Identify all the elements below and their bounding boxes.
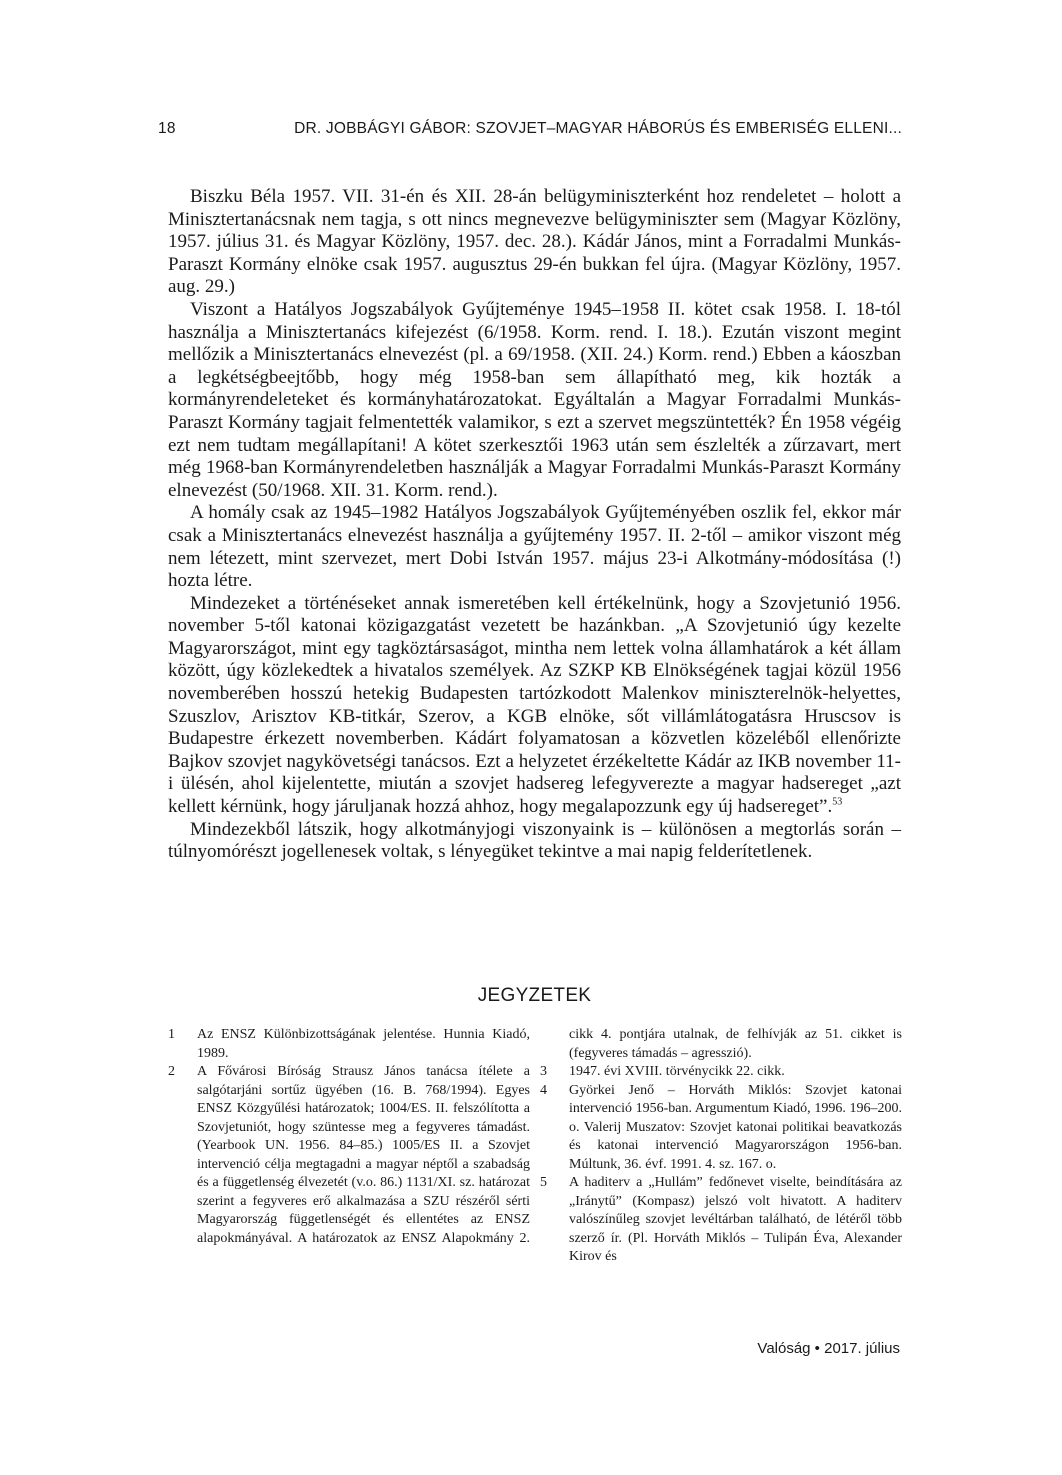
note-number: 3 [540,1064,547,1079]
note-item [540,1174,902,1267]
paragraph: A homály csak az 1945–1982 Hatályos Jogszabályok Gyűjteményében oszlik fel, ekkor már csak a Minisztertanács elnevezést használja a gyűjtemény 1957. II. 2-től – amikor viszont még nem létezett, mint szervezet, mert Dobi István 1957. május 23-i Alkotmány-módosítása (!) hozta létre. [168,502,901,592]
note-text: A haditerv a „Hullám” fedőnevet viselte, beindítására az „Iránytű” (Kompasz) jelszó volt hivatott. A haditerv valószínűleg szovjet levéltárban található, de létéről több szerző ír. (Pl. Horváth Miklós – Tulipán Éva, Alexander Kirov és [569,1175,902,1264]
paragraph [168,593,901,819]
note-item [540,1082,902,1175]
paragraph-text: Mindezeket a történéseket annak ismeretében kell értékelnünk, hogy a Szovjetunió 1956. november 5-től katonai közigazgatást vezetett be hazánkban. „A Szovjetunió úgy kezelte Magyarországot, mint egy tagköztársaságot, mintha nem lettek volna államhatárok a két állam között, úgy közlekedtek a hivatalos személyek. Az SZKP KB Elnökségének tagjai közül 1956 novemberében hosszú hetekig Budapesten tartózkodott Malenkov miniszterelnök-helyettes, Szuszlov, Arisztov KB-titkár, Szerov, a KGB elnöke, sőt villámlátogatásra Hruscsov is Budapestre érkezett novemberben. Kádárt folyamatosan a közvetlen közeléből ellenőrizte Bajkov szovjet nagykövetségi tanácsos. Ezt a helyzetet érzékeltette Kádár az IKB november 11-i ülésén, ahol kijelentette, miután a szovjet hadsereg lefegyverezte a magyar hadsereget „azt kellett kérnünk, hogy járuljanak hozzá ahhoz, hogy megalapozzunk egy új hadsereget”. [168,592,901,818]
notes-heading: JEGYZETEK [477,985,592,1006]
paragraph: Biszku Béla 1957. VII. 31-én és XII. 28-án belügyminiszterként hoz rendeletet – holott a Minisztertanácsnak nem tagja, s ott nincs megnevezve belügyminiszter sem (Magyar Közlöny, 1957. július 31. és Magyar Közlöny, 1957. dec. 28.). Kádár János, mint a Forradalmi Munkás-Paraszt Kormány elnöke csak 1957. augusztus 29-én bukkan fel újra. (Magyar Közlöny, 1957. aug. 29.) [168,186,901,298]
notes-list [168,1026,902,1267]
note-text: 1947. évi XVIII. törvénycikk 22. cikk. [569,1064,785,1079]
note-number: 4 [540,1082,547,1098]
note-text: Györkei Jenő – Horváth Miklós: Szovjet katonai intervenció 1956-ban. Argumentum Kiadó, 1996. 196–200. o. Valerij Muszatov: Szovjet katonai politikai beavatkozás és katonai intervenció Magyarországon 1956-ban. Múltunk, 36. évf. 1991. 4. sz. 167. o. [569,1082,902,1172]
footnote-reference[interactable]: 53 [832,796,843,808]
paragraph: Viszont a Hatályos Jogszabályok Gyűjteménye 1945–1958 II. kötet csak 1958. I. 18-tól használja a Minisztertanács kifejezést (6/1958. Korm. rend. I. 18.). Ezután viszont megint mellőzik a Minisztertanács elnevezést (pl. a 69/1958. (XII. 24.) Korm. rend.) Ebben a káoszban a legkétségbeejtőbb, hogy még 1958-ban sem állapítható meg, kik hozták a kormányrendeleteket és kormányhatározatokat. Egyáltalán a Magyar Forradalmi Munkás-Paraszt Kormány tagjait felmentették valamikor, s ezt a szervet megszüntették? Én 1958 végéig ezt nem tudtam megállapítani! A kötet szerkesztői 1963 után sem észlelték a zűrzavart, mert még 1968-ban Kormányrendeletben használják a Magyar Forradalmi Munkás-Paraszt Kormány elnevezést (50/1968. XII. 31. Korm. rend.). [168,298,901,501]
note-item [540,1063,902,1082]
note-number: 1 [168,1027,175,1042]
page-number: 18 [158,120,176,137]
note-text: Az ENSZ Különbizottságának jelentése. Hunnia Kiadó, 1989. [197,1027,530,1061]
page-footer: Valóság • 2017. július [757,1340,900,1357]
running-title: DR. JOBBÁGYI GÁBOR: SZOVJET–MAGYAR HÁBORÚS ÉS EMBERISÉG ELLENI... [294,120,902,137]
running-header [154,120,902,140]
note-number: 2 [168,1064,175,1079]
note-item [168,1026,530,1063]
paragraph: Mindezekből látszik, hogy alkotmányjogi viszonyaink is – különösen a megtorlás során – túlnyomórészt jogellenesek voltak, s lényegüket tekintve a mai napig felderítetlenek. [168,818,901,863]
note-text: A Fővárosi Bíróság Strausz János tanácsa ítélete a salgótarjáni sortűz ügyében (16. B. 768/1994). Egyes ENSZ Közgyűlési határozatok; 1004/ES. II. felszólította a Szovjetuniót, hogy szüntesse meg a fegyveres támadást. (Yearbook UN. 1956. 84–85.) 1005/ES II. a Szovjet intervenció célja megtagadni a magyar néptől a szabadság és a függetlenség élvezetét (v.o. 86.) 1131/XI. sz. határozat szerint a fegyveres erő alkalmazása a SZU részéről sérti Magyarország függetlenségét és ellentétes az ENSZ alapokmányával. A határozatok az ENSZ Alapokmány 2. cikk 4. pontjára utalnak, de felhívják az 51. cikket is (fegyveres támadás – agresszió). [197,1027,902,1246]
article-body [168,186,901,864]
note-number: 5 [540,1175,547,1190]
